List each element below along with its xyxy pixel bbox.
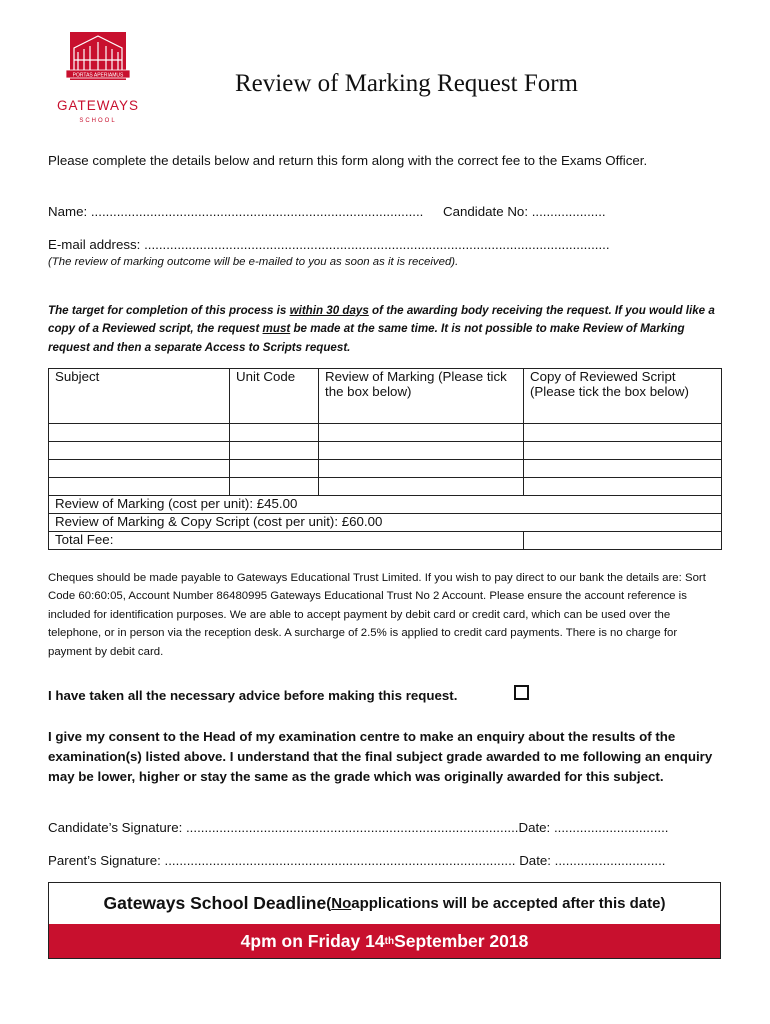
header-copy-script: Copy of Reviewed Script (Please tick the box below) <box>524 369 722 424</box>
payment-info: Cheques should be made payable to Gateways Educational Trust Limited. If you wish to pay direct to our bank the details are: Sort Code 60:60:05, Account Number 86480995 Gateways Educational Trust No 2 Account. Please ensure the account reference is included for identification purposes. We are able to accept payment by debit card or credit card, which can be used over the telephone, or in person via the reception desk. A surcharge of 2.5% is applied to credit card payments. There is no charge for payment by debit card. <box>48 572 706 658</box>
name-field[interactable]: Name: .......................................................................................... <box>48 204 424 219</box>
subjects-table <box>48 368 722 550</box>
deadline-heading: Gateways School Deadline ( No applications will be accepted after this date) <box>103 893 666 913</box>
table-row[interactable] <box>49 442 722 460</box>
school-logo <box>48 28 148 130</box>
intro-text: Please complete the details below and return this form along with the correct fee to the Exams Officer. <box>48 153 648 168</box>
total-fee-field[interactable] <box>524 532 722 550</box>
header-review: Review of Marking (Please tick the box below) <box>319 369 524 424</box>
logo-name: GATEWAYS <box>56 98 140 113</box>
form-title: Review of Marking Request Form <box>235 70 579 97</box>
cost-review-copy: Review of Marking & Copy Script (cost per unit): £60.00 <box>49 514 722 532</box>
table-row[interactable] <box>49 460 722 478</box>
header-unit-code: Unit Code <box>230 369 319 424</box>
logo-motto: PORTAS APERIAMUS <box>72 72 124 79</box>
table-row[interactable] <box>49 478 722 496</box>
deadline-date: 4pm on Friday 14 th September 2018 <box>49 924 720 958</box>
cost-review: Review of Marking (cost per unit): £45.00 <box>49 496 722 514</box>
advice-checkbox[interactable] <box>514 685 529 705</box>
header-subject: Subject <box>49 369 230 424</box>
table-row[interactable] <box>49 424 722 442</box>
consent-statement: I give my consent to the Head of my examination centre to make an enquiry about the results of the examination(s) listed above. I understand that the final subject grade awarded to me following an enquiry may be lower, higher or stay the same as the grade which was originally awarded for this subject. <box>48 729 713 784</box>
advice-statement: I have taken all the necessary advice before making this request. <box>48 688 458 703</box>
deadline-box <box>48 882 721 959</box>
email-note: (The review of marking outcome will be e-mailed to you as soon as it is received). <box>48 256 459 268</box>
logo-sub: SCHOOL <box>79 118 117 124</box>
email-field[interactable]: E-mail address: .............................................................................................................................. <box>48 237 610 252</box>
parent-signature-field[interactable]: Parent’s Signature: ............................................................................................... Date: .............................. <box>48 853 666 868</box>
total-fee-label: Total Fee: <box>49 532 524 550</box>
candidate-no-field[interactable]: Candidate No: .................... <box>443 204 606 219</box>
target-paragraph: The target for completion of this process is within 30 days of the awarding body receiving the request. If you would like a copy of a Reviewed script, the request must be made at the same time. It is not possible to make Review of Marking request and then a separate Access to Scripts request. <box>48 304 715 354</box>
candidate-signature-field[interactable]: Candidate’s Signature: ..........................................................................................Date: ............................... <box>48 820 669 835</box>
